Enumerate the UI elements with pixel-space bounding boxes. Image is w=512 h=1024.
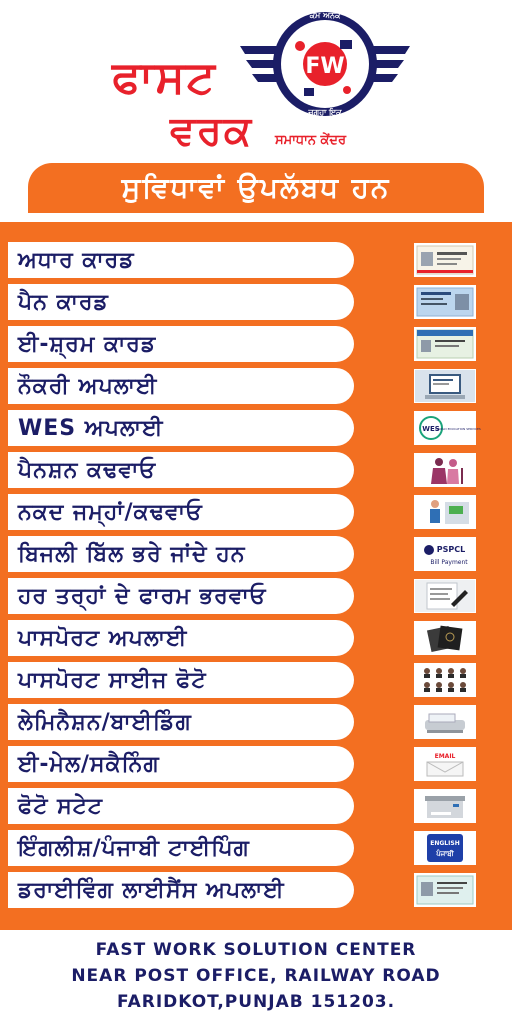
service-label-box: [8, 746, 354, 782]
fast-work-logo-icon: [240, 6, 410, 121]
service-item-photocopy: [8, 786, 504, 826]
brand-name-line2: ਵਰਕ: [170, 108, 254, 154]
footer-line-2: NEAR POST OFFICE, RAILWAY ROAD: [71, 966, 441, 986]
service-label: ਪੈਨਸ਼ਨ ਕਢਵਾਓ: [18, 457, 157, 483]
typing-thumb-text: ENGLISH: [430, 840, 460, 847]
driving-licence-icon: [414, 873, 476, 907]
typing-thumb-subtext: ਪੰਜਾਬੀ: [436, 850, 454, 858]
service-label: ਬਿਜਲੀ ਬਿੱਲ ਭਰੇ ਜਾਂਦੇ ਹਨ: [18, 541, 246, 567]
service-label-box: [8, 326, 354, 362]
services-panel: [0, 222, 512, 930]
service-label: ਡਰਾਈਵਿੰਗ ਲਾਈਸੈਂਸ ਅਪਲਾਈ: [18, 877, 285, 903]
email-thumb-text: EMAIL: [434, 753, 456, 760]
passport-photo-icon: [414, 663, 476, 697]
service-label: ਫੋਟੋ ਸਟੇਟ: [18, 793, 103, 819]
pspcl-thumb-text: PSPCL: [436, 545, 466, 554]
service-label: ਨਕਦ ਜਮ੍ਹਾਂ/ਕਢਵਾਓ: [18, 499, 203, 525]
aadhaar-card-icon: [414, 243, 476, 277]
service-label: ਇੰਗਲੀਸ਼/ਪੰਜਾਬੀ ਟਾਈਪਿੰਗ: [18, 835, 250, 861]
pspcl-bill-icon: [414, 537, 476, 571]
pension-icon: [414, 453, 476, 487]
pan-card-icon: [414, 285, 476, 319]
service-label-box: [8, 872, 354, 908]
service-label: ਲੇਮਿਨੈਸ਼ਨ/ਬਾਈਡਿੰਗ: [18, 709, 192, 735]
service-label: WES ਅਪਲਾਈ: [18, 415, 164, 441]
service-label-box: [8, 452, 354, 488]
banner-title: ਸੁਵਿਧਾਵਾਂ ਉਪਲੱਬਧ ਹਨ: [121, 171, 391, 204]
service-label-box: [8, 620, 354, 656]
service-item-e-shram: [8, 324, 504, 364]
service-item-lamination: [8, 702, 504, 742]
service-label: ਈ-ਸ਼੍ਰਮ ਕਾਰਡ: [18, 331, 157, 357]
logo-initials: FW: [305, 54, 345, 79]
service-label: ਅਧਾਰ ਕਾਰਡ: [18, 247, 135, 273]
service-label-box: [8, 704, 354, 740]
service-label: ਪਾਸਪੋਰਟ ਸਾਈਜ ਫੋਟੋ: [18, 667, 207, 693]
header: [0, 0, 512, 160]
typing-icon: [414, 831, 476, 865]
service-item-aadhaar: [8, 240, 504, 280]
wes-logo-icon: [414, 411, 481, 445]
service-label: ਹਰ ਤਰ੍ਹਾਂ ਦੇ ਫਾਰਮ ਭਰਵਾਓ: [18, 583, 267, 609]
service-item-driving-licence: [8, 870, 504, 910]
service-item-form-filling: [8, 576, 504, 616]
service-label-box: [8, 830, 354, 866]
service-item-electricity-bill: [8, 534, 504, 574]
service-label-box: [8, 578, 354, 614]
service-label: ਪਾਸਪੋਰਟ ਅਪਲਾਈ: [18, 625, 188, 651]
service-item-job-apply: [8, 366, 504, 406]
address-footer: [0, 930, 512, 1024]
form-filling-icon: [414, 579, 476, 613]
brand-name-line1: ਫਾਸਟ: [112, 52, 217, 103]
service-label-box: [8, 242, 354, 278]
wes-thumb-text: WES: [422, 425, 440, 433]
service-item-cash: [8, 492, 504, 532]
service-item-passport: [8, 618, 504, 658]
service-label: ਨੌਕਰੀ ਅਪਲਾਈ: [18, 373, 158, 399]
services-banner: [28, 163, 484, 213]
service-item-email-scanning: [8, 744, 504, 784]
service-label-box: [8, 662, 354, 698]
e-shram-card-icon: [414, 327, 476, 361]
logo-top-text: ਕੰਮ ਅਨੇਕ: [309, 11, 341, 20]
logo-bottom-text: ਜਗ੍ਹਾ ਇਕ: [308, 108, 342, 117]
service-label-box: [8, 536, 354, 572]
job-apply-icon: [414, 369, 476, 403]
service-item-passport-photo: [8, 660, 504, 700]
service-item-typing: [8, 828, 504, 868]
service-item-pan: [8, 282, 504, 322]
cash-deposit-icon: [414, 495, 476, 529]
footer-line-1: FAST WORK SOLUTION CENTER: [95, 940, 417, 960]
service-label-box: [8, 788, 354, 824]
wes-thumb-subtext: WORLD EDUCATION SERVICES: [435, 427, 481, 431]
passport-icon: [414, 621, 476, 655]
service-label: ਈ-ਮੇਲ/ਸਕੈਨਿੰਗ: [18, 751, 160, 777]
service-label-box: [8, 284, 354, 320]
service-label-box: [8, 368, 354, 404]
service-label: ਪੈਨ ਕਾਰਡ: [18, 289, 109, 315]
pspcl-thumb-subtext: Bill Payment: [430, 559, 468, 566]
brand-tagline: ਸਮਾਧਾਨ ਕੇਂਦਰ: [275, 133, 347, 148]
service-item-wes: [8, 408, 504, 448]
footer-line-3: FARIDKOT,PUNJAB 151203.: [116, 992, 396, 1012]
lamination-icon: [414, 705, 476, 739]
service-label-box: [8, 410, 354, 446]
service-label-box: [8, 494, 354, 530]
email-icon: [414, 747, 476, 781]
service-item-pension: [8, 450, 504, 490]
photocopier-icon: [414, 789, 476, 823]
